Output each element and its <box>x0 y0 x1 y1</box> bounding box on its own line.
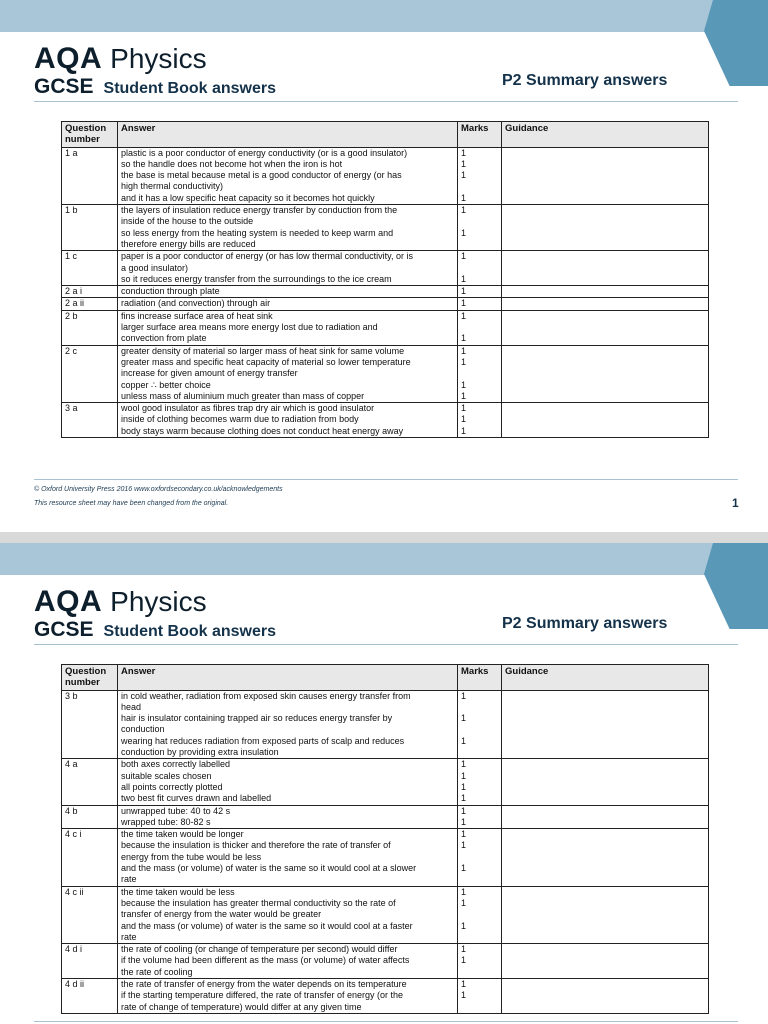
answer-line: the base is metal because metal is a good conductor of energy (or has <box>121 170 402 181</box>
mark-value: 1 <box>461 770 467 781</box>
mark-value <box>461 747 498 758</box>
marks-cell <box>458 759 502 805</box>
marks-cell <box>458 403 502 438</box>
page-number: 1 <box>732 496 739 510</box>
guidance-cell <box>502 979 709 1014</box>
mark-value: 1 <box>461 310 467 321</box>
mark-value <box>461 932 498 943</box>
answer-cell <box>118 944 458 979</box>
mark-value: 1 <box>461 816 467 827</box>
guidance-cell <box>502 205 709 251</box>
header-answer: Answer <box>118 665 458 691</box>
mark-value <box>461 724 498 735</box>
table-row <box>62 251 709 286</box>
header-marks: Marks <box>458 122 502 148</box>
answer-line: unwrapped tube: 40 to 42 s <box>121 805 231 816</box>
mark-value: 1 <box>461 298 467 309</box>
answer-line: both axes correctly labelled <box>121 759 231 770</box>
mark-value: 1 <box>461 897 467 908</box>
marks-cell <box>458 147 502 204</box>
mark-value: 1 <box>461 425 467 436</box>
guidance-cell <box>502 251 709 286</box>
footer-divider <box>34 479 738 480</box>
answer-cell <box>118 886 458 943</box>
mark-value: 1 <box>461 286 467 297</box>
brand-subtitle-row <box>34 618 276 642</box>
answer-line: radiation (and convection) through air <box>121 298 271 309</box>
answer-cell <box>118 979 458 1014</box>
mark-value <box>461 1002 498 1013</box>
answer-line: and it has a low specific heat capacity so it becomes hot quickly <box>121 192 375 203</box>
guidance-cell <box>502 805 709 829</box>
answers-table-page-2 <box>61 664 709 1014</box>
mark-value: 1 <box>461 990 467 1001</box>
table-row <box>62 147 709 204</box>
mark-value: 1 <box>461 793 467 804</box>
question-number: 3 b <box>62 690 118 759</box>
mark-value: 1 <box>461 227 467 238</box>
answer-line: in cold weather, radiation from exposed skin causes energy transfer from <box>121 690 411 701</box>
answer-line: body stays warm because clothing does not conduct heat energy away <box>121 425 404 436</box>
table-row <box>62 286 709 298</box>
answer-line: rate <box>121 931 137 942</box>
answer-line: conduction through plate <box>121 286 220 297</box>
answer-line: transfer of energy from the water would be greater <box>121 909 322 920</box>
mark-value <box>461 967 498 978</box>
table-row <box>62 759 709 805</box>
mark-value <box>461 263 498 274</box>
table-row <box>62 690 709 759</box>
mark-value: 1 <box>461 345 467 356</box>
mark-value: 1 <box>461 147 467 158</box>
answer-line: the time taken would be longer <box>121 829 244 840</box>
guidance-cell <box>502 345 709 402</box>
marks-cell <box>458 886 502 943</box>
answer-line: all points correctly plotted <box>121 781 223 792</box>
mark-value: 1 <box>461 805 467 816</box>
table-row <box>62 944 709 979</box>
brand-level: GCSE <box>34 618 94 641</box>
answer-line: if the starting temperature differed, the rate of transfer of energy (or the <box>121 990 403 1001</box>
table-header-row <box>62 665 709 691</box>
mark-value: 1 <box>461 759 467 770</box>
question-number: 1 b <box>62 205 118 251</box>
answer-line: greater density of material so larger mass of heat sink for same volume <box>121 345 405 356</box>
table-row <box>62 979 709 1014</box>
question-number: 4 d ii <box>62 979 118 1014</box>
marks-cell <box>458 286 502 298</box>
answer-line: larger surface area means more energy lost due to radiation and <box>121 322 378 333</box>
question-number: 2 a i <box>62 286 118 298</box>
answer-line: high thermal conductivity) <box>121 181 224 192</box>
mark-value: 1 <box>461 944 467 955</box>
answer-line: so it reduces energy transfer from the surroundings to the ice cream <box>121 273 392 284</box>
brand-subject: Physics <box>110 586 207 617</box>
mark-value: 1 <box>461 356 467 367</box>
marks-cell <box>458 205 502 251</box>
answer-cell <box>118 298 458 310</box>
answer-cell <box>118 690 458 759</box>
mark-value <box>461 216 498 227</box>
mark-value <box>461 702 498 713</box>
question-number: 4 b <box>62 805 118 829</box>
mark-value: 1 <box>461 403 467 414</box>
answer-line: inside of clothing becomes warm due to radiation from body <box>121 414 359 425</box>
mark-value <box>461 181 498 192</box>
question-number: 4 c ii <box>62 886 118 943</box>
answer-cell <box>118 251 458 286</box>
answer-cell <box>118 759 458 805</box>
answer-cell <box>118 147 458 204</box>
answer-line: conduction <box>121 724 165 735</box>
mark-value: 1 <box>461 829 467 840</box>
answers-table-page-1 <box>61 121 709 438</box>
answer-line: therefore energy bills are reduced <box>121 238 256 249</box>
answer-line: hair is insulator containing trapped air so reduces energy transfer by <box>121 713 393 724</box>
mark-value: 1 <box>461 205 467 216</box>
brand-aqa: AQA <box>34 585 103 618</box>
summary-title: P2 Summary answers <box>502 72 668 89</box>
answer-cell <box>118 205 458 251</box>
brand-logo <box>34 585 207 619</box>
mark-value: 1 <box>461 333 467 344</box>
answer-cell <box>118 403 458 438</box>
question-number: 4 d i <box>62 944 118 979</box>
answer-line: so less energy from the heating system is needed to keep warm and <box>121 227 394 238</box>
header-question: Question number <box>62 665 118 691</box>
mark-value: 1 <box>461 251 467 262</box>
header-divider <box>34 644 738 645</box>
answer-line: so the handle does not become hot when the iron is hot <box>121 158 343 169</box>
table-row <box>62 345 709 402</box>
resource-note: This resource sheet may have been changed from the original. <box>34 500 229 507</box>
answer-cell <box>118 286 458 298</box>
mark-value <box>461 874 498 885</box>
answer-line: energy from the tube would be less <box>121 851 262 862</box>
mark-value: 1 <box>461 713 467 724</box>
header-divider <box>34 101 738 102</box>
header-corner-tab <box>704 543 768 629</box>
mark-value: 1 <box>461 158 467 169</box>
answer-line: rate <box>121 874 137 885</box>
mark-value: 1 <box>461 955 467 966</box>
question-number: 4 a <box>62 759 118 805</box>
marks-cell <box>458 690 502 759</box>
answer-line: increase for given amount of energy transfer <box>121 368 298 379</box>
brand-logo <box>34 42 207 76</box>
answer-cell <box>118 310 458 345</box>
guidance-cell <box>502 944 709 979</box>
answer-line: the rate of transfer of energy from the water depends on its temperature <box>121 979 407 990</box>
question-number: 2 b <box>62 310 118 345</box>
header-guidance: Guidance <box>502 122 709 148</box>
header-guidance: Guidance <box>502 665 709 691</box>
answer-line: because the insulation is thicker and therefore the rate of transfer of <box>121 840 391 851</box>
answer-line: the time taken would be less <box>121 886 235 897</box>
marks-cell <box>458 944 502 979</box>
footer-divider <box>34 1021 738 1022</box>
brand-subtitle-row <box>34 75 276 99</box>
answer-line: two best fit curves drawn and labelled <box>121 793 272 804</box>
answer-line: plastic is a poor conductor of energy conductivity (or is a good insulator) <box>121 147 408 158</box>
mark-value: 1 <box>461 735 467 746</box>
answer-line: paper is a poor conductor of energy (or has low thermal conductivity, or is <box>121 251 413 262</box>
answer-line: wool good insulator as fibres trap dry air which is good insulator <box>121 403 375 414</box>
guidance-cell <box>502 298 709 310</box>
question-number: 3 a <box>62 403 118 438</box>
answer-line: convection from plate <box>121 333 207 344</box>
guidance-cell <box>502 690 709 759</box>
table-row <box>62 310 709 345</box>
guidance-cell <box>502 310 709 345</box>
header-marks: Marks <box>458 665 502 691</box>
mark-value: 1 <box>461 886 467 897</box>
guidance-cell <box>502 403 709 438</box>
copyright-notice: © Oxford University Press 2016 www.oxfordsecondary.co.uk/acknowledgements <box>34 486 283 493</box>
mark-value: 1 <box>461 390 467 401</box>
answer-line: and the mass (or volume) of water is the same so it would cool at a faster <box>121 920 413 931</box>
answer-line: rate of change of temperature) would differ at any given time <box>121 1001 362 1012</box>
answer-line: wearing hat reduces radiation from exposed parts of scalp and reduces <box>121 735 405 746</box>
book-title: Student Book answers <box>103 623 276 640</box>
mark-value: 1 <box>461 690 467 701</box>
table-header-row <box>62 122 709 148</box>
guidance-cell <box>502 886 709 943</box>
answer-line: if the volume had been different as the mass (or volume) of water affects <box>121 955 410 966</box>
guidance-cell <box>502 759 709 805</box>
table-row <box>62 805 709 829</box>
answer-line: the rate of cooling (or change of temperature per second) would differ <box>121 944 398 955</box>
mark-value <box>461 909 498 920</box>
answer-line: and the mass (or volume) of water is the same so it would cool at a slower <box>121 863 417 874</box>
answer-line: a good insulator) <box>121 262 189 273</box>
brand-subject: Physics <box>110 43 207 74</box>
document-page-2 <box>0 543 768 1024</box>
marks-cell <box>458 829 502 886</box>
mark-value: 1 <box>461 379 467 390</box>
answer-line: greater mass and specific heat capacity of material so lower temperature <box>121 356 411 367</box>
header-answer: Answer <box>118 122 458 148</box>
answer-cell <box>118 345 458 402</box>
table-row <box>62 886 709 943</box>
answer-line: inside of the house to the outside <box>121 216 254 227</box>
mark-value: 1 <box>461 170 467 181</box>
brand-level: GCSE <box>34 75 94 98</box>
mark-value: 1 <box>461 979 467 990</box>
question-number: 2 c <box>62 345 118 402</box>
marks-cell <box>458 345 502 402</box>
mark-value <box>461 368 498 379</box>
question-number: 2 a ii <box>62 298 118 310</box>
answer-cell <box>118 805 458 829</box>
question-number: 1 a <box>62 147 118 204</box>
brand-aqa: AQA <box>34 42 103 75</box>
mark-value: 1 <box>461 781 467 792</box>
marks-cell <box>458 979 502 1014</box>
mark-value: 1 <box>461 414 467 425</box>
mark-value: 1 <box>461 192 467 203</box>
answer-line: conduction by providing extra insulation <box>121 747 279 758</box>
question-number: 4 c i <box>62 829 118 886</box>
mark-value: 1 <box>461 920 467 931</box>
mark-value: 1 <box>461 273 467 284</box>
mark-value <box>461 322 498 333</box>
answer-line: suitable scales chosen <box>121 770 212 781</box>
mark-value: 1 <box>461 840 467 851</box>
guidance-cell <box>502 829 709 886</box>
answer-line: unless mass of aluminium much greater than mass of copper <box>121 390 365 401</box>
answer-line: copper ∴ better choice <box>121 379 211 390</box>
summary-title: P2 Summary answers <box>502 615 668 632</box>
marks-cell <box>458 251 502 286</box>
mark-value <box>461 852 498 863</box>
answer-line: because the insulation has greater thermal conductivity so the rate of <box>121 897 396 908</box>
header-band <box>0 0 768 32</box>
mark-value: 1 <box>461 863 467 874</box>
marks-cell <box>458 298 502 310</box>
guidance-cell <box>502 286 709 298</box>
answer-line: the layers of insulation reduce energy transfer by conduction from the <box>121 205 398 216</box>
table-row <box>62 205 709 251</box>
answer-cell <box>118 829 458 886</box>
answer-line: head <box>121 701 142 712</box>
question-number: 1 c <box>62 251 118 286</box>
header-corner-tab <box>704 0 768 86</box>
answer-line: wrapped tube: 80-82 s <box>121 816 211 827</box>
table-row <box>62 829 709 886</box>
header-question: Question number <box>62 122 118 148</box>
answer-line: fins increase surface area of heat sink <box>121 310 273 321</box>
table-row <box>62 403 709 438</box>
marks-cell <box>458 805 502 829</box>
book-title: Student Book answers <box>103 80 276 97</box>
marks-cell <box>458 310 502 345</box>
table-row <box>62 298 709 310</box>
guidance-cell <box>502 147 709 204</box>
mark-value <box>461 239 498 250</box>
header-band <box>0 543 768 575</box>
answer-line: the rate of cooling <box>121 966 193 977</box>
